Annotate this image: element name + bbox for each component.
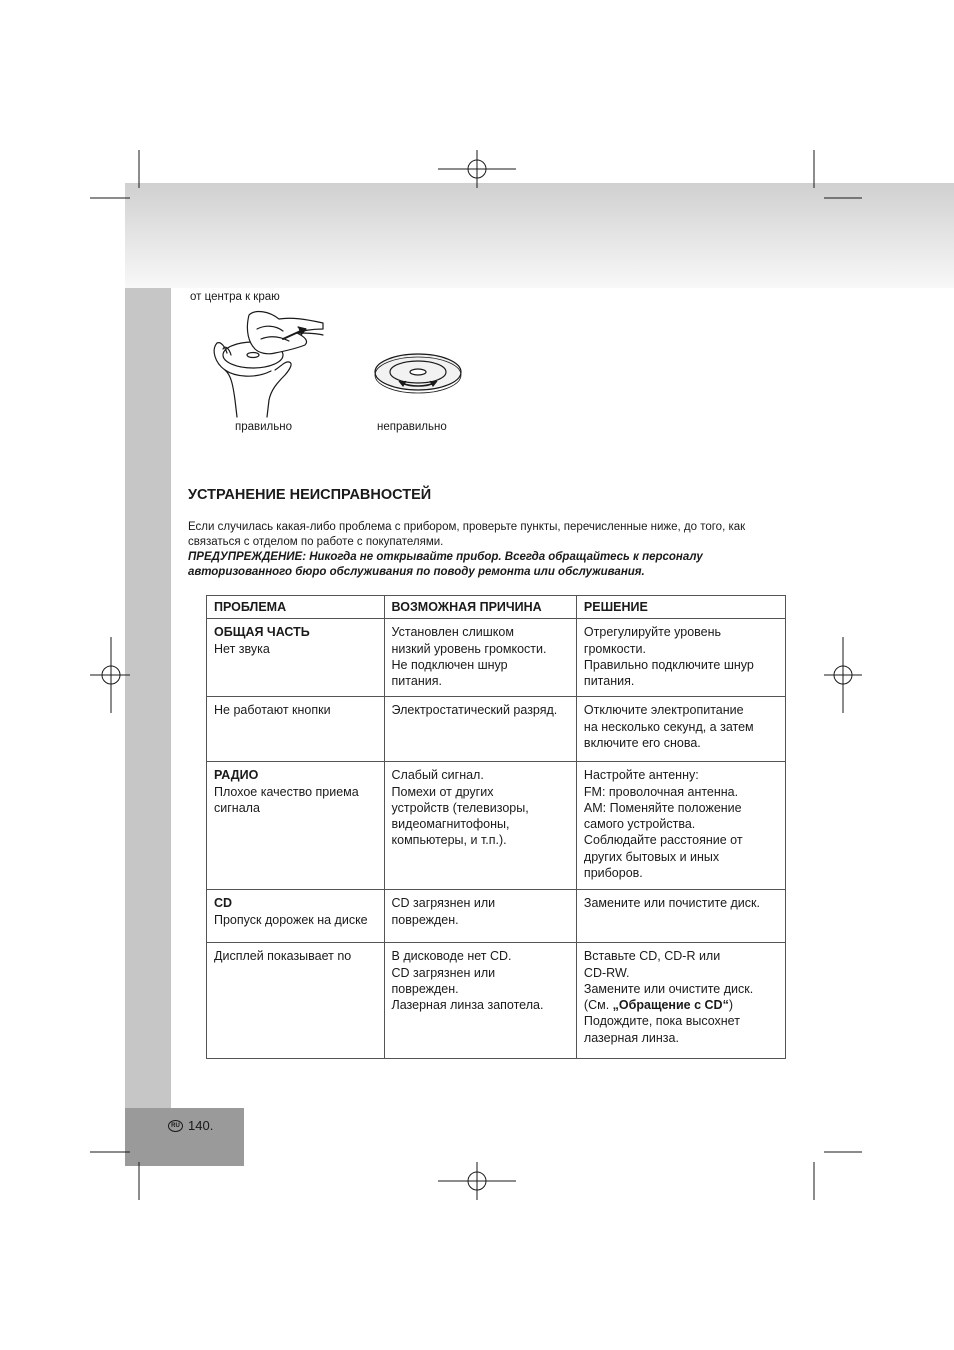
table-row [207,762,786,890]
cause-cell [384,890,576,943]
cause-cell [384,697,576,762]
problem-text: Пропуск дорожек на диске [214,912,368,927]
solution-text: Отключите электропитание [583,703,744,718]
cause-text: видеомагнитофоны, [391,817,510,832]
table-header-row [207,596,786,619]
solution-text: на несколько секунд, а затем [583,719,754,734]
cause-text: В дисководе нет CD. [391,949,512,964]
cause-cell [384,943,576,1059]
problem-category: РАДИО [214,768,259,783]
cause-text: компьютеры, и т.п.). [391,833,507,848]
cause-text: низкий уровень громкости. [391,641,547,656]
reference-suffix: ) [728,998,733,1013]
solution-reference [584,997,778,1013]
problem-category: ОБЩАЯ ЧАСТЬ [214,625,310,640]
cause-text: Помехи от других [391,784,494,799]
instruction-label: от центра к краю [190,291,280,303]
solution-text: FM: проволочная антенна. [583,784,739,799]
correct-label: правильно [235,421,293,433]
reference-prefix: (См. [583,998,613,1013]
cause-text: Установлен слишком [391,625,514,640]
problem-text: Нет звука [214,641,270,656]
warning-text: ПРЕДУПРЕЖДЕНИЕ: Никогда не открывайте прибор. Всегда обращайтесь к персоналу авторизованного бюро обслуживания по поводу ремонта или обслуживания. [188,551,703,578]
solution-text: лазерная линза. [583,1030,679,1045]
solution-text: других бытовых и иных [583,849,720,864]
problem-cell [207,890,385,943]
problem-text: сигнала [214,800,260,815]
solution-text: громкости. [583,641,646,656]
solution-text: питания. [583,674,635,689]
cause-text: устройств (телевизоры, [391,800,529,815]
cause-text: CD загрязнен или [391,896,496,911]
solution-text: приборов. [583,866,643,881]
problem-text: Плохое качество приема [214,784,359,799]
solution-cell [576,619,785,697]
solution-text: Подождите, пока высохнет [583,1014,740,1029]
header-solution: РЕШЕНИЕ [576,596,785,619]
page-number-text: 140. [188,1118,214,1133]
cause-text: Лазерная линза запотела. [391,998,544,1013]
cause-text: Электростатический разряд. [391,703,558,718]
page-number [168,1118,213,1133]
language-badge-icon: RU [168,1120,183,1132]
cause-cell [384,762,576,890]
cause-text: Не подключен шнур [391,657,508,672]
problem-text: Не работают кнопки [214,703,331,718]
solution-cell [576,697,785,762]
solution-text: Настройте антенну: [583,768,699,783]
cause-text: поврежден. [391,981,459,996]
incorrect-label: неправильно [377,421,447,433]
troubleshooting-table [206,595,786,1059]
cause-text: CD загрязнен или [391,965,496,980]
table-row [207,943,786,1059]
cause-text: поврежден. [391,912,459,927]
solution-text: самого устройства. [583,817,696,832]
solution-text: Замените или почистите диск. [583,896,760,911]
solution-text: Соблюдайте расстояние от [583,833,743,848]
reference-section-name: „Обращение с CD“ [612,998,729,1013]
solution-text: AM: Поменяйте положение [583,800,742,815]
problem-cell [207,943,385,1059]
solution-text: Замените или очистите диск. [583,981,754,996]
problem-category: CD [214,896,233,911]
table-row [207,619,786,697]
solution-text: Вставьте CD, CD-R или [583,949,721,964]
intro-text: Если случилась какая-либо проблема с прибором, проверьте пункты, перечисленные ниже, до того, как связаться с отделом по работе с покупателями. [188,521,746,548]
correct-cleaning-hand-icon [205,305,335,420]
cause-text: питания. [391,674,442,689]
incorrect-cleaning-disc-icon [372,350,464,396]
section-title: УСТРАНЕНИЕ НЕИСПРАВНОСТЕЙ [188,487,432,503]
problem-text: Дисплей показывает no [214,949,352,964]
problem-cell [207,697,385,762]
solution-text: CD-RW. [583,965,630,980]
solution-cell [576,943,785,1059]
cause-cell [384,619,576,697]
solution-cell [576,890,785,943]
solution-text: Правильно подключите шнур [583,657,754,672]
header-cause: ВОЗМОЖНАЯ ПРИЧИНА [384,596,576,619]
problem-cell [207,619,385,697]
problem-cell [207,762,385,890]
table-row [207,890,786,943]
solution-text: включите его снова. [583,735,701,750]
header-problem: ПРОБЛЕМА [207,596,385,619]
solution-text: Отрегулируйте уровень [583,625,722,640]
cause-text: Слабый сигнал. [391,768,484,783]
solution-cell [576,762,785,890]
table-row [207,697,786,762]
